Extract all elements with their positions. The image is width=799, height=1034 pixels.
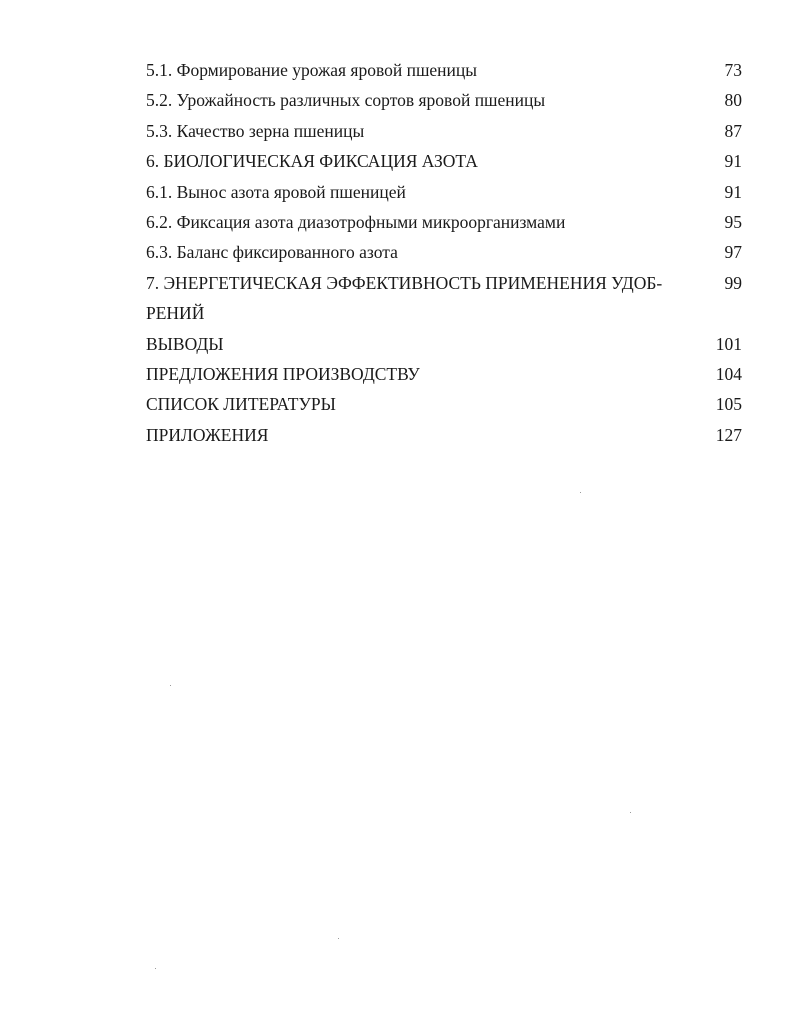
toc-entry-page: 73 xyxy=(724,60,742,80)
toc-entry-title: ВЫВОДЫ xyxy=(146,333,224,354)
toc-entry xyxy=(146,237,742,267)
toc-entry-page: 87 xyxy=(724,120,742,141)
toc-entry-title: 5.3. Качество зерна пшеницы xyxy=(146,120,365,141)
toc-entry-page: 101 xyxy=(715,333,742,354)
toc-entry-title: 7. ЭНЕРГЕТИЧЕСКАЯ ЭФФЕКТИВНОСТЬ ПРИМЕНЕНИЯ УДОБ-РЕНИЙ xyxy=(146,272,663,324)
toc-entry-title: 6.2. Фиксация азота диазотрофными микроорганизмами xyxy=(146,212,566,233)
toc-entry-page: 91 xyxy=(724,181,742,202)
toc-entry-title: 6.3. Баланс фиксированного азота xyxy=(146,242,398,263)
toc-entry xyxy=(146,55,742,85)
toc-entry-page: 80 xyxy=(724,90,742,111)
scan-speck xyxy=(338,938,339,939)
toc-entry-page: 127 xyxy=(715,424,742,445)
toc-entry xyxy=(146,207,742,237)
toc-entry xyxy=(146,389,742,419)
toc-entry-title: ПРЕДЛОЖЕНИЯ ПРОИЗВОДСТВУ xyxy=(146,364,420,385)
toc-entry-page: 97 xyxy=(724,242,742,263)
scan-speck xyxy=(580,492,581,493)
toc-entry-title: 5.1. Формирование урожая яровой пшеницы xyxy=(146,60,478,80)
toc-entry xyxy=(146,177,742,207)
toc-entry-title: ПРИЛОЖЕНИЯ xyxy=(146,424,269,445)
toc-entry xyxy=(146,329,742,359)
scan-speck xyxy=(630,812,631,813)
toc-entry-title: СПИСОК ЛИТЕРАТУРЫ xyxy=(146,394,336,415)
toc-entry-page: 99 xyxy=(724,272,742,293)
toc-entry-page: 91 xyxy=(724,151,742,172)
toc-entry xyxy=(146,116,742,146)
scan-speck xyxy=(155,968,156,969)
toc-entry-page: 105 xyxy=(715,394,742,415)
table-of-contents xyxy=(146,55,742,450)
toc-entry xyxy=(146,268,742,329)
toc-entry-page: 95 xyxy=(724,212,742,233)
toc-entry xyxy=(146,146,742,176)
toc-entry-title: 6.1. Вынос азота яровой пшеницей xyxy=(146,181,406,202)
toc-entry-title: 5.2. Урожайность различных сортов яровой пшеницы xyxy=(146,90,546,111)
toc-entry xyxy=(146,420,742,450)
toc-entry xyxy=(146,85,742,115)
toc-entry-title: 6. БИОЛОГИЧЕСКАЯ ФИКСАЦИЯ АЗОТА xyxy=(146,151,478,172)
scan-speck xyxy=(170,685,171,686)
toc-entry xyxy=(146,359,742,389)
toc-entry-page: 104 xyxy=(715,364,742,385)
